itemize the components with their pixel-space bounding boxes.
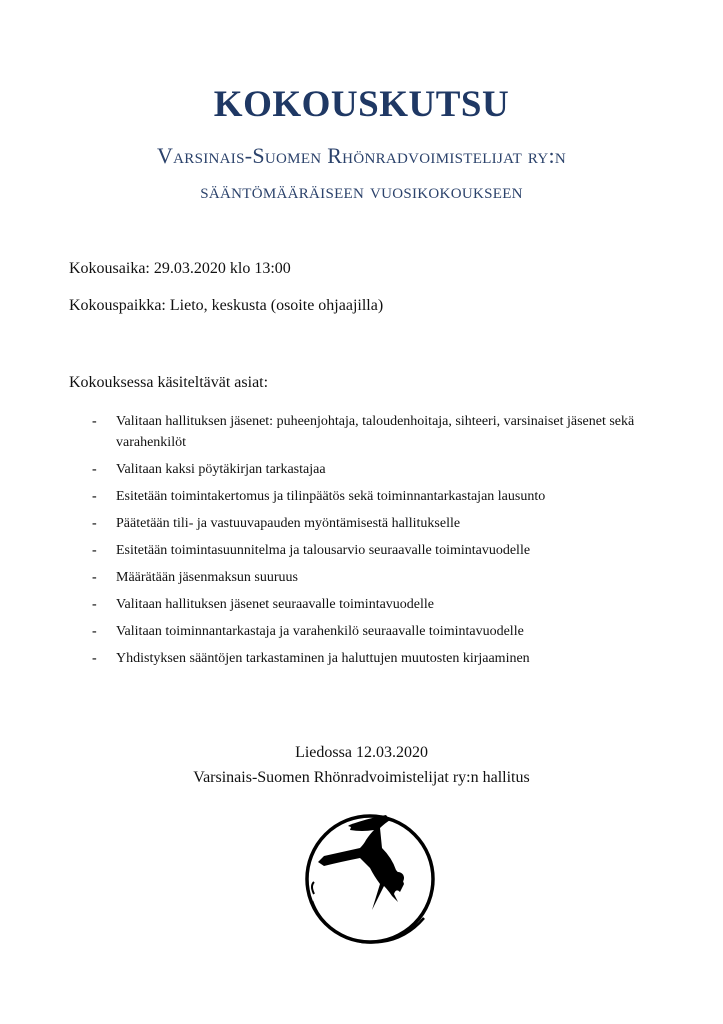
agenda-item — [92, 540, 692, 561]
agenda-item-text: Esitetään toimintasuunnitelma ja talousarvio seuraavalle toimintavuodelle — [116, 543, 531, 558]
dash-bullet-icon: - — [92, 543, 97, 558]
agenda-item — [92, 567, 692, 588]
agenda-list — [92, 411, 692, 675]
agenda-heading: Kokouksessa käsiteltävät asiat: — [69, 374, 269, 391]
dash-bullet-icon: - — [92, 462, 97, 477]
dash-bullet-icon: - — [92, 516, 97, 531]
agenda-item-text: Valitaan kaksi pöytäkirjan tarkastajaa — [116, 462, 326, 477]
page-title: KOKOUSKUTSU — [213, 84, 510, 125]
subtitle-line-2: sääntömääräiseen vuosikokoukseen — [200, 178, 523, 203]
gymnast-in-wheel-logo-icon — [300, 806, 440, 948]
dash-bullet-icon: - — [92, 570, 97, 585]
dash-bullet-icon: - — [92, 597, 97, 612]
agenda-item-text: Valitaan toiminnantarkastaja ja varahenkilö seuraavalle toimintavuodelle — [116, 624, 524, 639]
agenda-item-text: Esitetään toimintakertomus ja tilinpäätös sekä toiminnantarkastajan lausunto — [116, 489, 546, 504]
agenda-item — [92, 486, 692, 507]
signoff-place-date: Liedossa 12.03.2020 — [295, 744, 428, 761]
agenda-item — [92, 648, 692, 669]
dash-bullet-icon: - — [92, 624, 97, 639]
agenda-item — [92, 411, 692, 453]
agenda-item — [92, 594, 692, 615]
dash-bullet-icon: - — [92, 489, 97, 504]
agenda-item-text: Yhdistyksen sääntöjen tarkastaminen ja haluttujen muutosten kirjaaminen — [116, 651, 530, 666]
agenda-item-text: Valitaan hallituksen jäsenet: puheenjohtaja, taloudenhoitaja, sihteeri, varsinaiset jäsenet sekä varahenkilöt — [116, 414, 635, 450]
agenda-item — [92, 459, 692, 480]
agenda-item — [92, 621, 692, 642]
subtitle-line-1: Varsinais-Suomen Rhönradvoimistelijat ry:n — [156, 143, 566, 168]
dash-bullet-icon: - — [92, 651, 97, 666]
signoff-organization: Varsinais-Suomen Rhönradvoimistelijat ry:n hallitus — [193, 769, 530, 786]
agenda-item-text: Valitaan hallituksen jäsenet seuraavalle toimintavuodelle — [116, 597, 435, 612]
agenda-item — [92, 513, 692, 534]
meeting-time: Kokousaika: 29.03.2020 klo 13:00 — [69, 260, 291, 277]
agenda-item-text: Määrätään jäsenmaksun suuruus — [116, 570, 298, 585]
dash-bullet-icon: - — [92, 414, 97, 429]
agenda-item-text: Päätetään tili- ja vastuuvapauden myöntämisestä hallitukselle — [116, 516, 461, 531]
meeting-place: Kokouspaikka: Lieto, keskusta (osoite ohjaajilla) — [69, 297, 384, 314]
